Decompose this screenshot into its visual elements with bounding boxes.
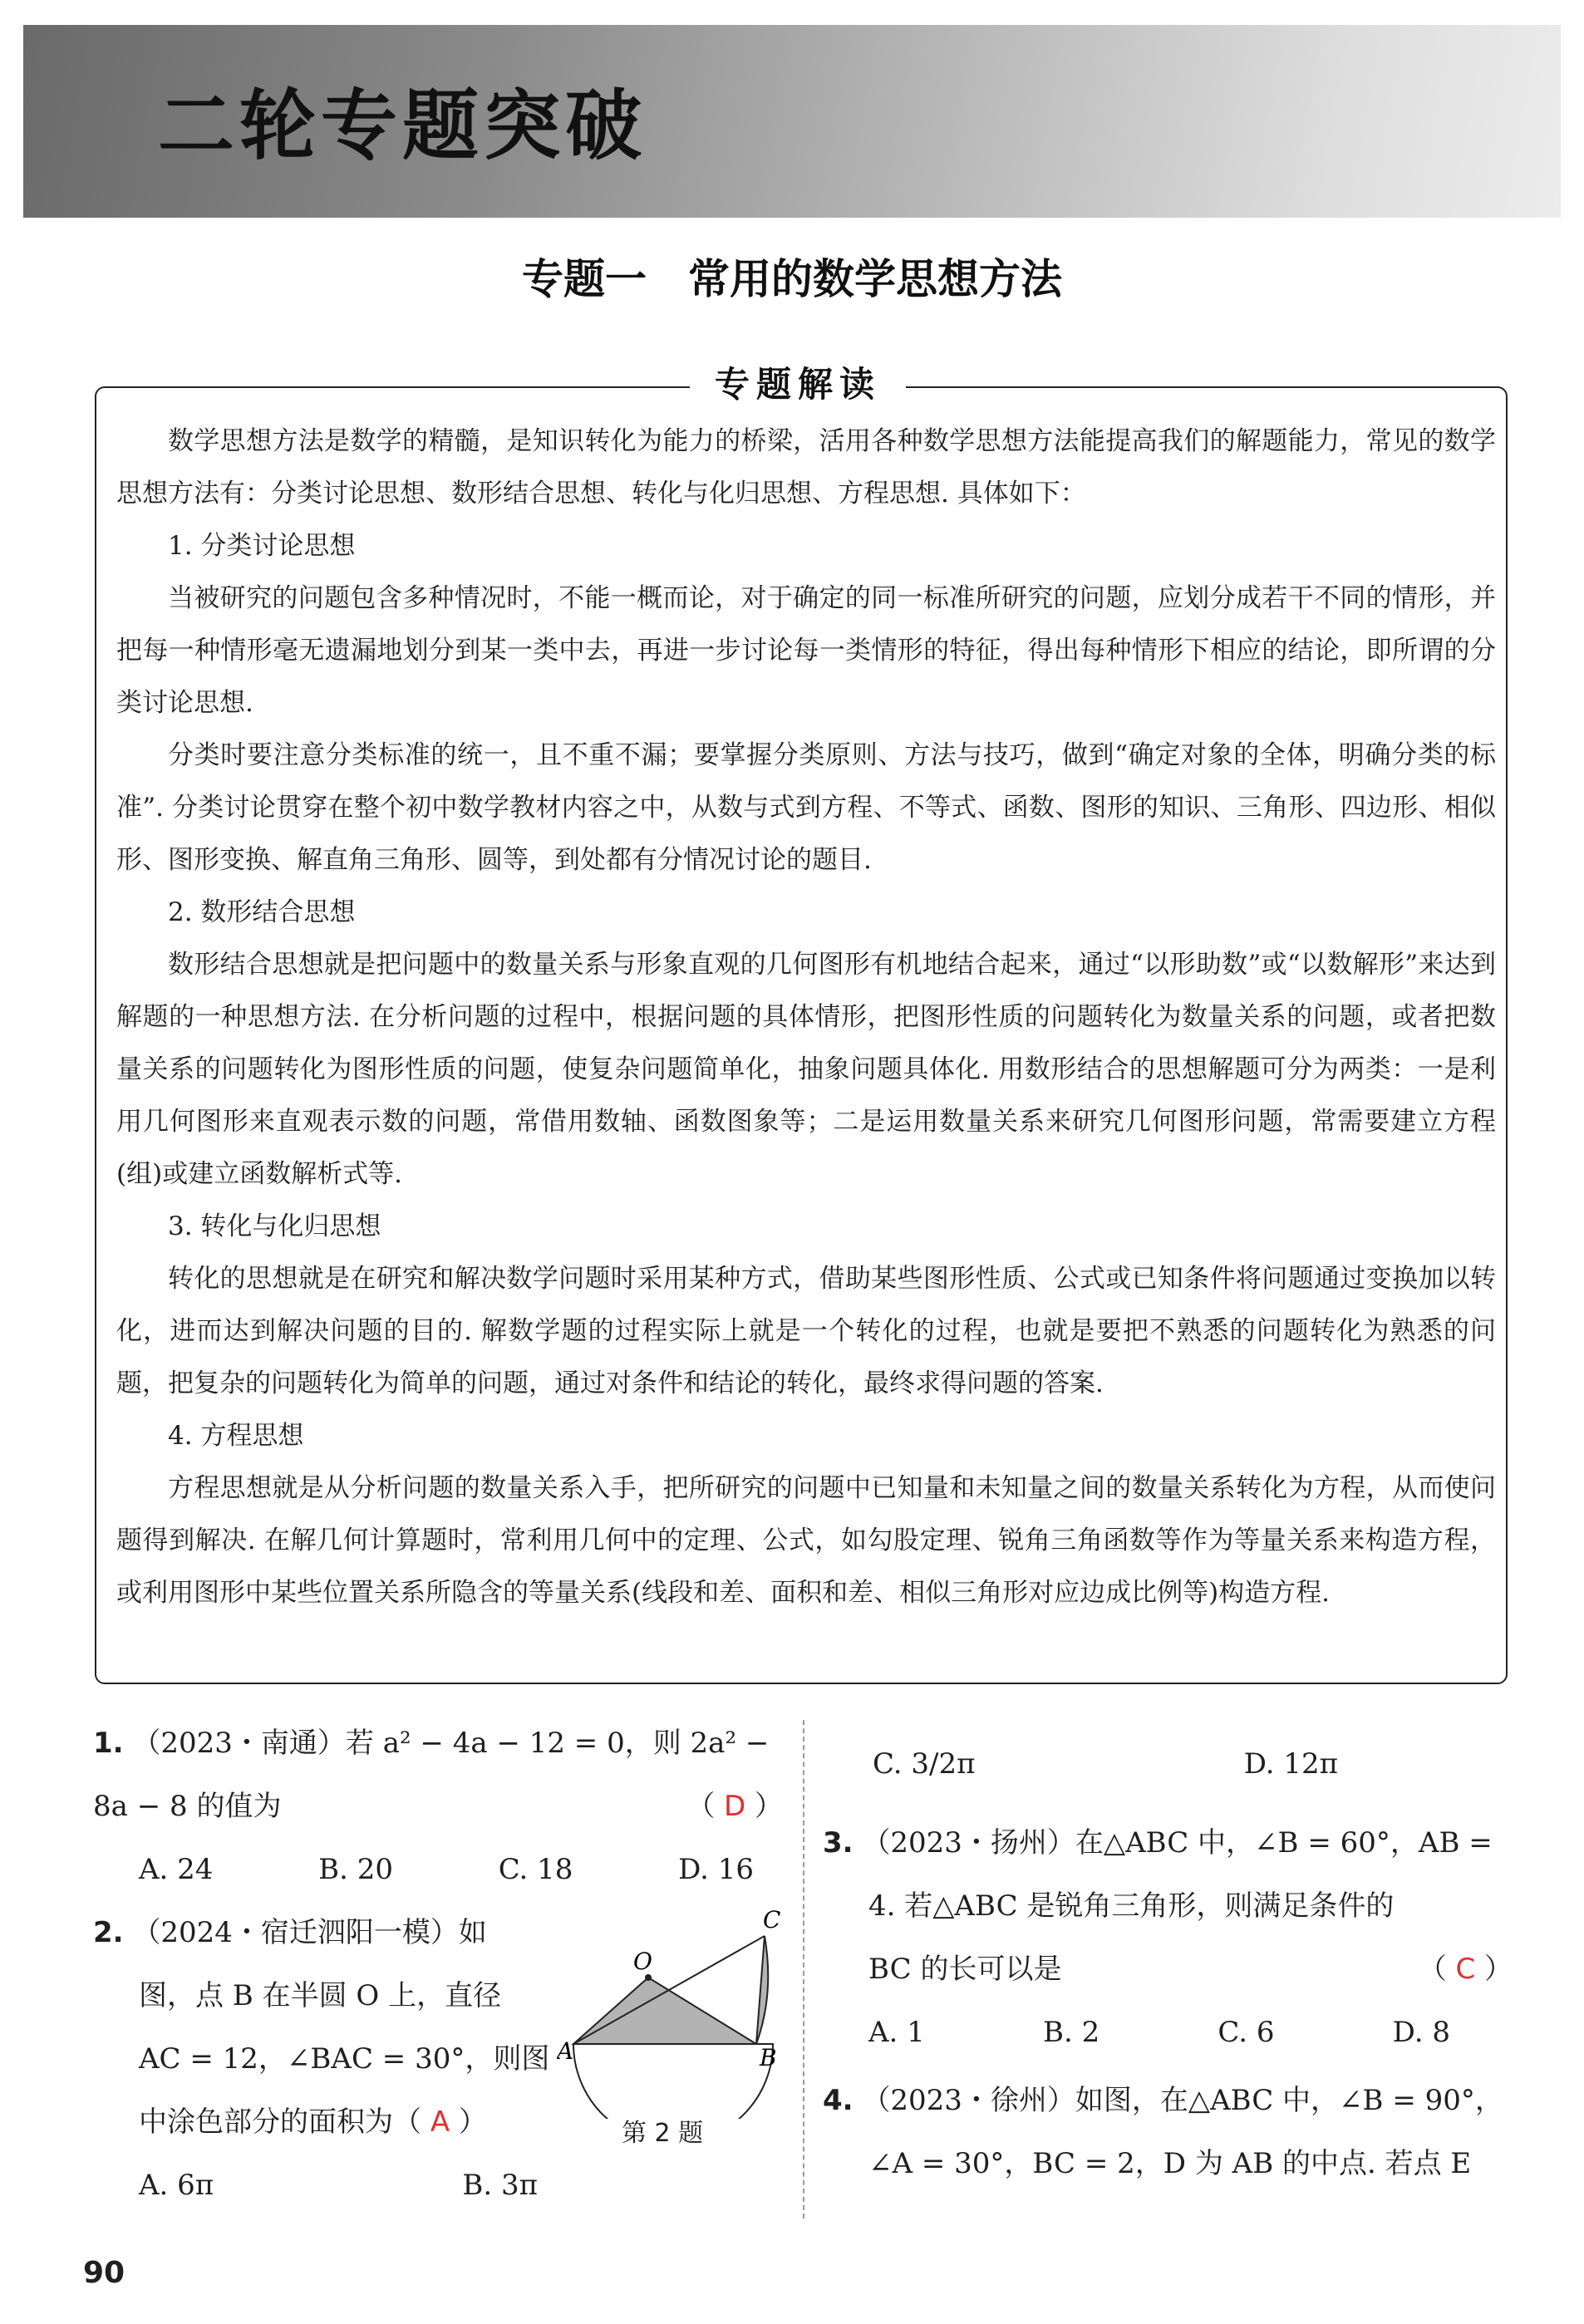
intro-paragraph: 数学思想方法是数学的精髓，是知识转化为能力的桥梁，活用各种数学思想方法能提高我们的解题能力，常见的数学思想方法有：分类讨论思想、数形结合思想、转化与化归思想、方程思想. 具体如下： (116, 426, 1496, 509)
choice: A. 24 (139, 1853, 214, 1886)
intro-paragraph: 分类时要注意分类标准的统一，且不重不漏；要掌握分类原则、方法与技巧，做到“确定对象的全体，明确分类的标准”. 分类讨论贯穿在整个初中数学教材内容之中，从数与式到方程、不等式、函数、图形的知识、三角形、四边形、相似形、图形变换、解直角三角形、圆等，到处都有分情况讨论的题目. (116, 740, 1496, 875)
section-title: 二轮专题突破 (158, 81, 647, 170)
question-text: （2024・宿迁泗阳一模）如 (132, 1916, 487, 1949)
question-2: 2. （2024・宿迁泗阳一模）如 图，点 B 在半圆 O 上，直径 AC = 12，∠BAC = 30°，则图 中涂色部分的面积为（ A ） A. 6π B. 3π (93, 1901, 558, 2217)
question-text: 8a − 8 的值为 (93, 1790, 282, 1823)
choice: C. 3/2π (873, 1747, 976, 1781)
semicircle-figure (557, 1894, 790, 2119)
topic-title: 专题一 常用的数学思想方法 (522, 255, 1062, 303)
label-c: C (763, 1906, 781, 1933)
column-divider (803, 1720, 804, 2218)
question-text: （2023・南通）若 a² − 4a − 12 = 0，则 2a² − (132, 1727, 770, 1760)
intro-box-text (116, 415, 1496, 1619)
question-text: BC 的长可以是 (868, 1953, 1062, 1986)
choice: D. 8 (1392, 2016, 1450, 2049)
question-text: ∠A = 30°，BC = 2，D 为 AB 的中点. 若点 E (868, 2147, 1472, 2180)
question-4 (823, 2069, 1513, 2195)
answer-mark: C (1455, 1953, 1476, 1986)
choice: B. 20 (318, 1853, 393, 1886)
question-text: （2023・徐州）如图，在△ABC 中，∠B = 90°， (862, 2084, 1503, 2117)
intro-heading: 4. 方程思想 (168, 1421, 304, 1451)
question-text: （2023・扬州）在△ABC 中，∠B = 60°，AB = (862, 1826, 1493, 1860)
page-number: 90 (83, 2256, 125, 2290)
label-o: O (633, 1948, 652, 1975)
figure-caption: 第 2 题 (622, 2119, 704, 2148)
label-b: B (760, 2044, 777, 2071)
intro-heading: 1. 分类讨论思想 (168, 531, 356, 561)
intro-paragraph: 当被研究的问题包含多种情况时，不能一概而论，对于确定的同一标准所研究的问题，应划分成若干不同的情形，并把每一种情形毫无遗漏地划分到某一类中去，再进一步讨论每一类情形的特征，得出每种情形下相应的结论，即所谓的分类讨论思想. (116, 583, 1496, 718)
question-2-continued (873, 1732, 1521, 1796)
intro-box-label: 专题解读 (690, 356, 906, 414)
choice: A. 6π (139, 2169, 214, 2202)
semicircle-arc (573, 2044, 773, 2119)
question-1: 1. （2023・南通）若 a² − 4a − 12 = 0，则 2a² − 8a − 8 的值为 （ D ） A. 24 B. 20 C. 18 D. 16 (93, 1712, 783, 1901)
answer-mark: A (430, 2105, 450, 2139)
choice: D. 16 (678, 1853, 754, 1886)
question-text: AC = 12，∠BAC = 30°，则图 (139, 2042, 550, 2076)
question-text: 4. 若△ABC 是锐角三角形，则满足条件的 (868, 1889, 1395, 1923)
answer-mark: D (724, 1790, 746, 1823)
shaded-segment (756, 1936, 768, 2044)
question-3: 3. （2023・扬州）在△ABC 中，∠B = 60°，AB = 4. 若△ABC 是锐角三角形，则满足条件的 BC 的长可以是 （ C ） A. 1 B. 2 C. 6 D. 8 (823, 1811, 1513, 2064)
question-number: 2. (93, 1916, 124, 1949)
intro-paragraph: 方程思想就是从分析问题的数量关系入手，把所研究的问题中已知量和未知量之间的数量关系转化为方程，从而使问题得到解决. 在解几何计算题时，常利用几何中的定理、公式，如勾股定理、锐角三角函数等作为等量关系来构造方程，或利用图形中某些位置关系所隐含的等量关系(线段和差、面积和差、相似三角形对应边成比例等)构造方程. (116, 1473, 1496, 1608)
center-point (645, 1974, 652, 1981)
intro-heading: 3. 转化与化归思想 (168, 1211, 381, 1241)
intro-paragraph: 数形结合思想就是把问题中的数量关系与形象直观的几何图形有机地结合起来，通过“以形助数”或“以数解形”来达到解题的一种思想方法. 在分析问题的过程中，根据问题的具体情形，把图形性质的问题转化为数量关系的问题，或者把数量关系的问题转化为图形性质的问题，使复杂问题简单化，抽象问题具体化. 用数形结合的思想解题可分为两类：一是利用几何图形来直观表示数的问题，常借用数轴、函数图象等；二是运用数量关系来研究几何图形问题，常需要建立方程(组)或建立函数解析式等. (116, 950, 1496, 1189)
intro-paragraph: 转化的思想就是在研究和解决数学问题时采用某种方式，借助某些图形性质、公式或已知条件将问题通过变换加以转化，进而达到解决问题的目的. 解数学题的过程实际上就是一个转化的过程，也就是要把不熟悉的问题转化为熟悉的问题，把复杂的问题转化为简单的问题，通过对条件和结论的转化，最终求得问题的答案. (116, 1264, 1496, 1398)
choice: D. 12π (1243, 1747, 1338, 1781)
question-text: 图，点 B 在半圆 O 上，直径 (139, 1979, 502, 2012)
question-number: 3. (823, 1826, 853, 1860)
intro-heading: 2. 数形结合思想 (168, 897, 356, 927)
choice: B. 2 (1043, 2016, 1100, 2049)
question-number: 1. (93, 1727, 124, 1760)
choice: C. 18 (498, 1853, 573, 1886)
question-text: 中涂色部分的面积为（ (139, 2105, 421, 2139)
choice: C. 6 (1218, 2016, 1275, 2049)
label-a: A (557, 2037, 574, 2065)
choice: A. 1 (868, 2016, 925, 2049)
choice: B. 3π (462, 2169, 538, 2202)
question-number: 4. (823, 2084, 853, 2117)
shaded-region (573, 1978, 756, 2044)
